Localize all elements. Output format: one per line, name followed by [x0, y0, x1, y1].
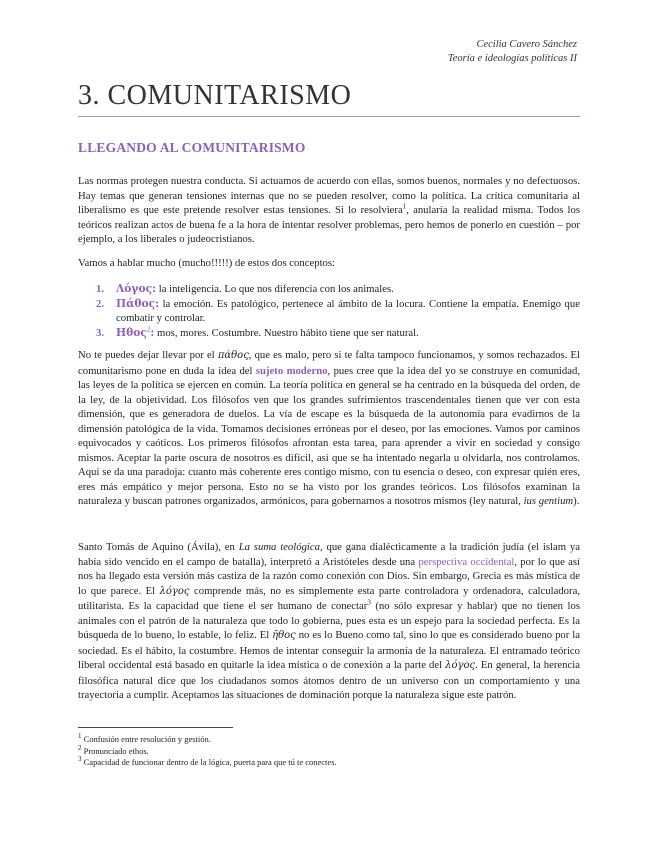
paragraph-3-text-c: , pues cree que la idea del yo se construye en comunidad, las leyes de la política se ejercen en común. La teoría política en general se ha centrado en la búsqueda del orden, de la ley, de la objetividad. Los filósofos ven que los grandes sufrimientos trascendentales tienen que ver con esta dimensión, que es generadora de duelos. La vía de escape es la búsqueda de la autonomía para evadirnos de la dimensión patológica de la vida. Tomamos decisiones erróneas por el deseo, por las emociones. Vamos por caminos equivocados y caóticos. Los primeros filósofos afrontan esta tarea, para aprender a vivir en sociedad y consigo mismos. Aceptar la parte oscura de nosotros es difícil, así que se ha intentado negarla u olvidarla, nos controlamos. Aquí se da una paradoja: cuanto más coherente eres contigo mismo, con tu esencia o deseo, con expresar quién eres, eres más empático y mejor persona. Esto no se ha visto por los grandes teóricos. Los filósofos examinan la naturaleza y buscan patrones organizados, armónicos, para gobernarnos a nosotros mismos (ley natural,	[78, 364, 580, 507]
paragraph-4	[78, 540, 580, 703]
footnote-number: 1	[78, 732, 82, 741]
list-text: la emoción. Es patológico, pertenece al ámbito de la locura. Contiene la empatía. Enemigo que combatir y controlar.	[116, 297, 580, 324]
greek-term-logos: λόγος	[159, 585, 190, 597]
paragraph-3-text-a: No te puedes dejar llevar por el	[78, 349, 218, 361]
paragraph-4-text-g: . En general, la herencia filosófica natural dice que los ciudadanos somos átomos dentro de un universo con un comportamiento y una trayectoria a cumplir. Aceptamos las situaciones de dominación porque la naturaleza sigue este patrón.	[78, 659, 580, 701]
greek-term-pathos: πάθος	[217, 350, 249, 361]
paragraph-4-text-c: , por lo que así nos ha llegado esta versión más castiza de la razón como conexión con Dios. Sin embargo, Grecia es más mística de lo que parece. El	[78, 555, 580, 597]
list-term: Πάθος:	[116, 296, 160, 310]
footnote-number: 2	[78, 743, 82, 752]
footnote-3	[78, 757, 580, 769]
footnote-ref-3[interactable]: 3	[367, 598, 371, 607]
italic-suma-teologica: La suma teológica	[238, 541, 320, 553]
list-item-logos	[96, 282, 580, 297]
list-term: Λόγος:	[116, 282, 157, 295]
paragraph-4-text-d: comprende más, no es simplemente esta parte controladora y ordenadora, calculadora, utilitarista. Es la capacidad que tiene el ser humano de conectar	[78, 584, 580, 612]
header-course: Teoría e ideologías políticas II	[447, 53, 577, 64]
paragraph-4-text-b: , que gana dialécticamente a la tradición judía (el islam ya había sido vencido en el campo de batalla), interpretó a Aristóteles desde una	[78, 541, 580, 568]
paragraph-3-text-d: ).	[573, 495, 580, 507]
section-title: LLEGANDO AL COMUNITARISMO	[78, 140, 306, 155]
paragraph-3-text-b: , que es malo, pero si te falta tampoco funcionamos, y somos rechazados. El comunitarismo pone en duda la idea del	[78, 349, 580, 377]
italic-ius-gentium: ius gentium	[523, 495, 574, 507]
list-number: 3.	[96, 326, 105, 339]
list-number: 1.	[96, 283, 105, 295]
paragraph-4-text-a: Santo Tomás de Aquino (Ávila), en	[78, 541, 239, 553]
footnotes	[78, 734, 580, 769]
paragraph-1-text-a: Las normas protegen nuestra conducta. Si actuamos de acuerdo con ellas, somos buenos, normales y no defectuosos. Hay temas que generan tensiones internas que no se pueden resolver, como la política. La crítica comunitaria al liberalismo es que este pretende resolver estas tensiones. Si lo resolviera	[78, 175, 580, 216]
footnote-number: 3	[78, 755, 82, 764]
chapter-title: 3. COMUNITARISMO	[78, 80, 352, 111]
concept-list	[96, 282, 580, 340]
paragraph-3	[78, 348, 580, 509]
footnote-ref-1[interactable]: 1	[402, 202, 407, 211]
title-divider	[78, 116, 580, 117]
list-number: 2.	[96, 297, 105, 310]
list-text: la inteligencia. Lo que nos diferencia con los animales.	[156, 283, 394, 295]
list-term: Ηθος	[116, 325, 147, 339]
footnote-divider	[78, 727, 233, 728]
footnote-text: Confusión entre resolución y gestión.	[81, 734, 211, 744]
highlight-sujeto-moderno: sujeto moderno	[255, 364, 328, 377]
highlight-perspectiva-occidental: perspectiva occidental	[418, 555, 515, 568]
greek-term-logos: λόγος	[445, 660, 476, 671]
paragraph-1	[78, 174, 580, 247]
paragraph-4-text-f: no es lo Bueno como tal, sino lo que es considerado bueno por la sociedad. Es el hábito, la costumbre. Hemos de intentar conseguir la armonía de la naturaleza. El entramado teórico liberal occidental está basado en quitarle la idea mística o de conexión a la parte del	[78, 629, 580, 671]
page-header	[448, 38, 577, 66]
footnote-1	[78, 734, 580, 746]
list-item-pathos	[96, 297, 580, 326]
greek-term-ethos: ῆθος	[272, 630, 296, 641]
paragraph-4-text-e: (no sólo expresar y hablar) que no tienen los animales con el patrón de la naturaleza que todo lo gobierna, pues esta es un espejo para la sociedad perfecta. Es la búsqueda de lo bueno, lo estable, lo feliz. El	[78, 600, 580, 641]
list-text: mos, mores. Costumbre. Nuestro hábito tiene que ser natural.	[154, 326, 419, 339]
footnote-text: Capacidad de funcionar dentro de la lógica, puerta para que tú te conectes.	[81, 757, 337, 767]
paragraph-2: Vamos a hablar mucho (mucho!!!!!) de estos dos conceptos:	[78, 257, 336, 269]
list-term-colon: :	[150, 325, 155, 339]
list-item-ethos	[96, 326, 580, 341]
header-author: Cecilia Cavero Sánchez	[476, 39, 577, 50]
footnote-ref-2[interactable]: 2	[146, 324, 151, 333]
footnote-text: Pronunciado ethos.	[81, 745, 149, 756]
footnote-2	[78, 743, 580, 758]
paragraph-1-text-b: , anularía la realidad misma. Todos los teóricos realizan actos de buena fe a la hora de intentar resolver problemas, pero hemos de ponerlo en cuestión – por ejemplo, a los liberales o judeocristianos.	[78, 204, 581, 245]
